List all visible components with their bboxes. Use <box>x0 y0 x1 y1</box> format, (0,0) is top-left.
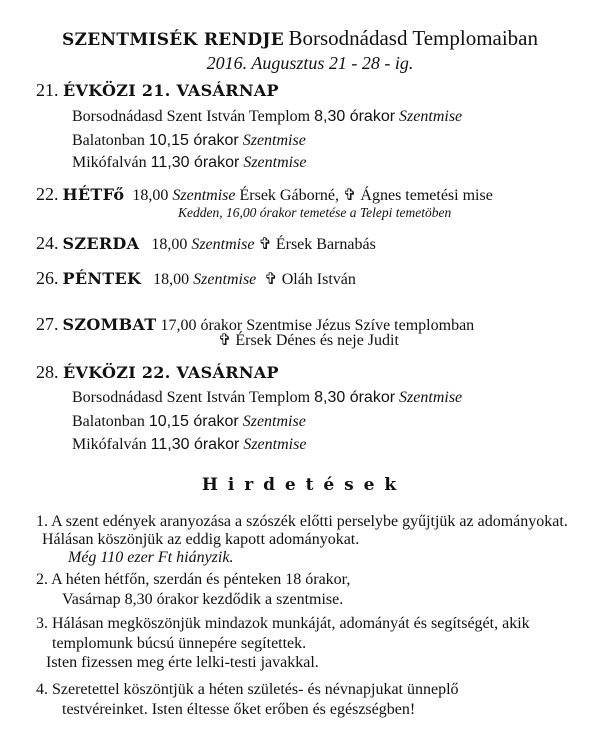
text: 24. <box>36 233 59 253</box>
cross-icon: ✞ <box>264 271 278 288</box>
text: 8,30 órakor <box>314 108 396 125</box>
announcement-line: 4. Szeretettel köszöntjük a héten születés- és névnapjukat ünneplő <box>36 681 459 698</box>
day-28 <box>36 362 279 383</box>
text: PÉNTEK <box>62 269 142 288</box>
text: Szentmise <box>399 389 463 406</box>
text: Balatonban <box>72 413 145 430</box>
text: Szentmise <box>243 436 307 453</box>
mass-line <box>72 153 306 173</box>
announcement-line: 3. Hálásan megköszönjük mindazok munkáját, adományát és segítségét, akik <box>36 615 530 632</box>
mass-line <box>72 435 306 455</box>
text: Borsodnádasd Szent István Templom <box>72 108 311 125</box>
text: 8,30 órakor <box>314 389 396 406</box>
text: Szentmise <box>242 413 306 430</box>
text: Érsek Gáborné, <box>239 187 339 204</box>
announcement-line: Isten fizessen meg érte lelki-testi javakkal. <box>46 654 319 671</box>
announcement-line: Hálásan köszönjük az eddig kapott adományokat. <box>42 531 360 548</box>
day-27-intention <box>218 331 399 351</box>
text: Borsodnádasd Szent István Templom <box>72 389 311 406</box>
text: Szentmise <box>399 108 463 125</box>
day-24 <box>36 233 376 255</box>
text: 28. <box>36 362 59 382</box>
text: Szentmise <box>242 132 306 149</box>
text: SZERDA <box>62 234 140 253</box>
text: HÉTFő <box>62 185 125 204</box>
text: Szentmise <box>193 271 257 288</box>
text: Oláh István <box>281 271 356 288</box>
text: 18,00 <box>151 236 188 253</box>
mass-line <box>72 412 306 432</box>
text: Érsek Barnabás <box>275 236 376 253</box>
announcement-line: 2. A héten hétfőn, szerdán és pénteken 18 órakor, <box>36 571 351 588</box>
announcement-note: Még 110 ezer Ft hiányzik. <box>68 549 234 566</box>
date-range: 2016. Augusztus 21 - 28 - ig. <box>206 53 414 73</box>
day-26 <box>36 268 356 290</box>
text: Balatonban <box>72 132 145 149</box>
announcement-line: testvéreinket. Isten éltesse őket erőben és egészségben! <box>62 701 416 718</box>
mass-line <box>72 131 306 151</box>
text: SZOMBAT <box>62 315 157 334</box>
text: 22. <box>36 184 59 204</box>
announcements-heading: H i r d e t é s e k <box>201 475 399 495</box>
text: ÉVKÖZI 22. VASÁRNAP <box>63 363 279 382</box>
announcement-line: templomunk búcsú ünnepére segítettek. <box>52 635 307 652</box>
text: 10,15 órakor <box>148 132 239 149</box>
text: 18,00 <box>153 271 190 288</box>
cross-icon: ✞ <box>343 187 357 204</box>
announcement-line: Vasárnap 8,30 órakor kezdődik a szentmise. <box>62 591 344 608</box>
text: 17,00 órakor Szentmise Jézus Szíve templomban <box>160 317 475 334</box>
text: Szentmise <box>191 236 255 253</box>
text: 18,00 <box>132 187 169 204</box>
text: 10,15 órakor <box>148 413 239 430</box>
document-title <box>0 28 600 50</box>
cross-icon: ✞ <box>258 236 272 253</box>
text: Mikófalván <box>72 154 147 171</box>
day-22-note: Kedden, 16,00 órakor temetése a Telepi temetöben <box>178 205 452 220</box>
text: Ágnes temetési mise <box>360 187 493 204</box>
title-rest: Borsodnádasd Templomaiban <box>288 26 539 50</box>
text: 11,30 órakor <box>150 154 240 171</box>
mass-line <box>72 107 462 127</box>
mass-line <box>72 388 462 408</box>
text: Mikófalván <box>72 436 147 453</box>
text: Szentmise <box>172 187 236 204</box>
announcement-line: 1. A szent edények aranyozása a szószék előtti perselybe gyűjtjük az adományokat. <box>36 513 568 530</box>
text: 26. <box>36 268 59 288</box>
cross-icon: ✞ <box>218 332 232 349</box>
text: 21. <box>36 80 59 100</box>
text: 11,30 órakor <box>150 436 240 453</box>
title-bold: SZENTMISÉK RENDJE <box>61 30 284 50</box>
text: ÉVKÖZI 21. VASÁRNAP <box>63 81 279 100</box>
text: 27. <box>36 314 59 334</box>
text: Érsek Dénes és neje Judit <box>235 332 399 349</box>
text: Szentmise <box>243 154 307 171</box>
day-21 <box>36 80 279 101</box>
